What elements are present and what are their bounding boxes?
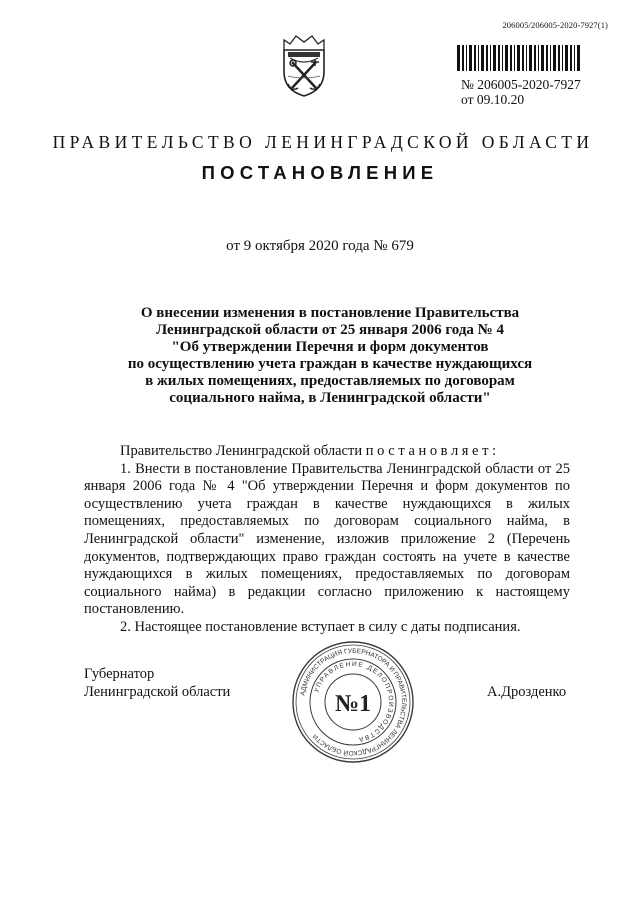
intro-prefix: Правительство Ленинградской области bbox=[120, 443, 366, 459]
title-line: в жилых помещениях, предоставляемых по договорам bbox=[145, 373, 515, 389]
title-line: О внесении изменения в постановление Правительства bbox=[140, 305, 520, 321]
body-intro bbox=[84, 443, 570, 461]
document-type: ПОСТАНОВЛЕНИЕ bbox=[201, 162, 439, 183]
title-line: социального найма, в Ленинградской области" bbox=[169, 390, 491, 406]
title-line: "Об утверждении Перечня и форм документов bbox=[171, 339, 489, 355]
official-seal bbox=[291, 640, 415, 764]
intro-verb: постановляет bbox=[365, 443, 493, 459]
registration-number: № 206005-2020-7927 bbox=[461, 77, 581, 92]
document-code: 206005/206005-2020-7927(1) bbox=[502, 20, 608, 30]
seal-inner-text: УПРАВЛЕНИЕ ДЕЛОПРОИЗВОДСТВА bbox=[313, 660, 395, 743]
barcode bbox=[457, 45, 581, 71]
document-title bbox=[60, 305, 600, 407]
title-line: по осуществлению учета граждан в качестве нуждающихся bbox=[127, 356, 533, 372]
body-item-1: 1. Внести в постановление Правительства Ленинградской области от 25 января 2006 года № 4 "Об утверждении Перечня и форм документов по осуществлению учета граждан в качестве нуждающихся в жилых помещениях, предоставляемых по договорам социального найма, в Ленинградской области" изменение, изложив приложение 2 (Перечень документов, подтверждающих право граждан состоять на учете в качестве нуждающихся в жилых помещениях, предоставляемых по договорам социального найма) в редакции согласно приложению к настоящему постановлению. bbox=[84, 460, 570, 618]
document-date-number: от 9 октября 2020 года № 679 bbox=[226, 238, 414, 254]
body-item-2: 2. Настоящее постановление вступает в силу с даты подписания. bbox=[120, 618, 521, 635]
coat-of-arms-icon bbox=[278, 32, 330, 98]
signatory-name: А.Дрозденко bbox=[487, 684, 567, 700]
registration-date: от 09.10.20 bbox=[461, 92, 525, 107]
signatory-position-line-1: Губернатор bbox=[84, 666, 155, 682]
seal-center-text: №1 bbox=[334, 691, 372, 717]
document-body bbox=[84, 443, 570, 637]
signatory-position-line-2: Ленинградской области bbox=[84, 684, 231, 700]
issuer-heading: ПРАВИТЕЛЬСТВО ЛЕНИНГРАДСКОЙ ОБЛАСТИ bbox=[52, 132, 594, 152]
intro-suffix: : bbox=[492, 443, 497, 459]
title-line: Ленинградской области от 25 января 2006 года № 4 bbox=[155, 322, 504, 338]
seal-outer-text: АДМИНИСТРАЦИЯ ГУБЕРНАТОРА И ПРАВИТЕЛЬСТВА ЛЕНИНГРАДСКОЙ ОБЛАСТИ bbox=[299, 647, 408, 757]
